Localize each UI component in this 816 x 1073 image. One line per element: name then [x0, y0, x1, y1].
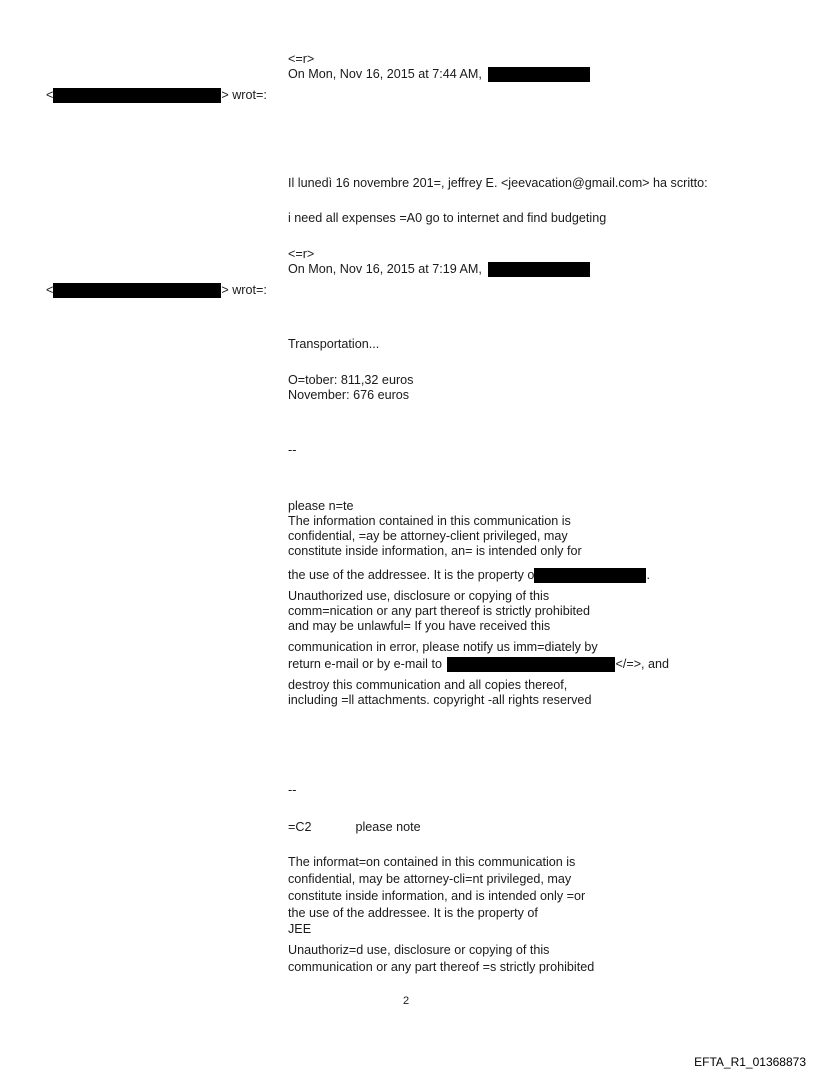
- italian-quote-header: Il lunedì 16 novembre 201=, jeffrey E. <jeevacation@gmail.com> ha scritto:: [288, 176, 708, 190]
- disclaimer-line: Unauthorized use, disclosure or copying of this: [288, 589, 550, 603]
- disclaimer-line: destroy this communication and all copies thereof,: [288, 678, 568, 692]
- disclaimer-line: please n=te: [288, 499, 354, 513]
- disclaimer-line: confidential, =ay be attorney-client privileged, may: [288, 529, 568, 543]
- note-heading: [288, 820, 421, 835]
- message-body: i need all expenses =A0 go to internet and find budgeting: [288, 211, 607, 225]
- sender-line: [46, 283, 267, 298]
- disclaimer-line: communication or any part thereof =s strictly prohibited: [288, 960, 595, 974]
- quote-header: [288, 262, 590, 277]
- redaction-box: [53, 88, 221, 103]
- note-heading-text: please note: [355, 820, 421, 834]
- disclaimer-line: The information contained in this communication is: [288, 514, 571, 528]
- disclaimer-line: comm=nication or any part thereof is strictly prohibited: [288, 604, 591, 618]
- quote-header-text: On Mon, Nov 16, 2015 at 7:19 AM,: [288, 262, 482, 276]
- sender-wrote: > wrot=:: [221, 283, 267, 297]
- reply-marker: <=r>: [288, 52, 315, 66]
- redaction-box: [447, 657, 615, 672]
- reply-marker: <=r>: [288, 247, 315, 261]
- transportation-heading: Transportation...: [288, 337, 380, 351]
- disclaimer-text: .: [646, 568, 650, 582]
- disclaimer-line: constitute inside information, and is intended only =or: [288, 889, 586, 903]
- sender-open-bracket: <: [46, 283, 54, 297]
- disclaimer-line: the use of the addressee. It is the property of: [288, 906, 538, 920]
- sender-open-bracket: <: [46, 88, 54, 102]
- disclaimer-line: confidential, may be attorney-cli=nt privileged, may: [288, 872, 572, 886]
- encoded-prefix: =C2: [288, 820, 312, 834]
- disclaimer-line: and may be unlawful= If you have received this: [288, 619, 551, 633]
- disclaimer-text: </=>, and: [615, 657, 670, 671]
- disclaimer-line: [288, 657, 669, 672]
- page-number: 2: [403, 995, 410, 1007]
- disclaimer-line: JEE: [288, 922, 312, 936]
- sender-line: [46, 88, 267, 103]
- november-expense: November: 676 euros: [288, 388, 410, 402]
- disclaimer-line: [288, 568, 650, 583]
- quote-header-text: On Mon, Nov 16, 2015 at 7:44 AM,: [288, 67, 482, 81]
- redaction-box: [488, 67, 590, 82]
- disclaimer-line: constitute inside information, an= is intended only for: [288, 544, 582, 558]
- redaction-box: [53, 283, 221, 298]
- redaction-box: [488, 262, 590, 277]
- october-expense: O=tober: 811,32 euros: [288, 373, 414, 387]
- signature-separator: --: [288, 443, 297, 457]
- signature-separator: --: [288, 783, 297, 797]
- disclaimer-line: communication in error, please notify us imm=diately by: [288, 640, 598, 654]
- disclaimer-text: return e-mail or by e-mail to: [288, 657, 442, 671]
- redaction-box: [534, 568, 646, 583]
- disclaimer-line: Unauthoriz=d use, disclosure or copying of this: [288, 943, 550, 957]
- quote-header: [288, 67, 590, 82]
- disclaimer-line: The informat=on contained in this communication is: [288, 855, 576, 869]
- document-id: EFTA_R1_01368873: [694, 1055, 806, 1069]
- disclaimer-text: the use of the addressee. It is the property o: [288, 568, 535, 582]
- disclaimer-line: including =ll attachments. copyright -all rights reserved: [288, 693, 592, 707]
- sender-wrote: > wrot=:: [221, 88, 267, 102]
